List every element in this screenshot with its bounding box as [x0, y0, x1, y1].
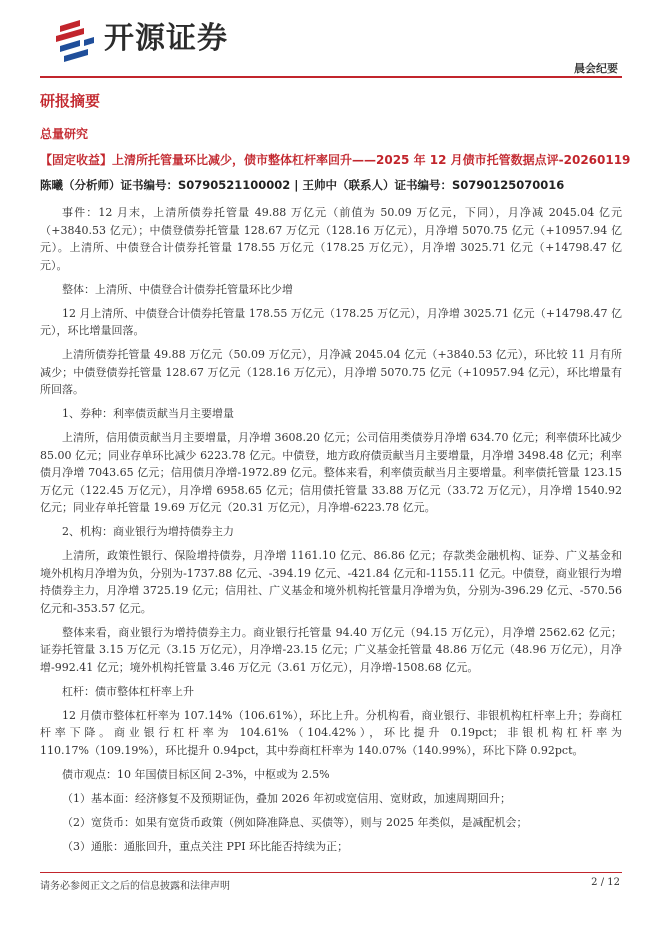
- paragraph-heading-view: 债市观点：10 年国债目标区间 2-3%，中枢或为 2.5%: [62, 767, 330, 781]
- page-number: 2 / 12: [591, 877, 620, 888]
- paragraph: 12 月上清所、中债登合计债券托管量 178.55 万亿元（178.25 万亿元），月净增 3025.71 亿元（+14798.47 亿元），环比增量回落。: [40, 306, 622, 337]
- paragraph: 上清所债券托管量 49.88 万亿元（50.09 万亿元），月净减 2045.04 亿元（+3840.53 亿元），环比较 11 月有所减少；中债登债券托管量 128.67 万亿元（128.16 万亿元），月净增 5070.75 亿元（+10957.94 亿元），环比增量有所回落。: [40, 348, 622, 396]
- paragraph-heading-overall: 整体：上清所、中债登合计债券托管量环比少增: [62, 282, 293, 296]
- report-body: [40, 204, 622, 862]
- paragraph-event: 事件：12 月末，上清所债券托管量 49.88 万亿元（前值为 50.09 万亿元，下同），月净减 2045.04 亿元（+3840.53 亿元）；中债登债券托管量 128.67 万亿元（128.16 万亿元），月净增 5070.75 亿元（+10957.94 亿元）。上清所、中债登合计债券托管量 178.55 万亿元（178.25 万亿元），月净增 3025.71 亿元（+14798.47 亿元）。: [40, 206, 622, 272]
- footer-disclaimer: 请务必参阅正文之后的信息披露和法律声明: [40, 881, 230, 892]
- section-title: 研报摘要: [40, 92, 101, 110]
- paragraph-view-item: （3）通胀：通胀回升，重点关注 PPI 环比能否持续为正；: [62, 839, 349, 853]
- paragraph: 12 月债市整体杠杆率为 107.14%（106.61%），环比上升。分机构看，商业银行、非银机构杠杆率上升；券商杠杆率下降。商业银行杠杆率为 104.61%（104.42%），环比提升 0.19pct；非银机构杠杆率为 110.17%（109.19%），环比提升 0.94pct，其中券商杠杆率为 140.07%（140.99%），环比下降 0.92pct。: [40, 708, 622, 757]
- paragraph-view-item: （1）基本面：经济修复不及预期证伪，叠加 2026 年初或宽信用、宽财政，加速周期回升；: [62, 791, 511, 805]
- brand-name: 开源证券: [104, 21, 228, 56]
- paragraph: 整体来看，商业银行为增持债券主力。商业银行托管量 94.40 万亿元（94.15 万亿元），月净增 2562.62 亿元；证券托管量 3.15 万亿元（3.15 万亿元），月净增-23.15 亿元；广义基金托管量 48.86 万亿元（48.96 万亿元），月净增-992.41 亿元；境外机构托管量 3.46 万亿元（3.61 万亿元），月净增-1508.68 亿元。: [40, 625, 622, 674]
- paragraph: 上清所，政策性银行、保险增持债券，月净增 1161.10 亿元、86.86 亿元；存款类金融机构、证券、广义基金和境外机构月净增为负，分别为-1737.88 亿元、-394.19 亿元、-421.84 亿元和-1155.11 亿元。中债登，商业银行为增持债券主力，月净增 3725.19 亿元；信用社、广义基金和境外机构托管量月净增为负，分别为-396.29 亿元、-570.56 亿元和-353.57 亿元。: [40, 549, 622, 615]
- kaiyuan-logo-icon: [54, 18, 98, 62]
- header-divider: [40, 76, 622, 78]
- footer-divider: [40, 872, 622, 873]
- paragraph-heading-institution: 2、机构：商业银行为增持债券主力: [62, 525, 234, 538]
- paragraph: 上清所，信用债贡献当月主要增量，月净增 3608.20 亿元；公司信用类债券月净增 634.70 亿元；利率债环比减少 85.00 亿元；同业存单环比减少 6223.78 亿元。中债登，地方政府债贡献当月主要增量，月净增 3498.48 亿元；利率债月净增 7043.65 亿元；信用债月净增-1972.89 亿元。整体来看，利率债贡献当月主要增量。利率债托管量 123.15 万亿元（122.45 万亿元），月净增 6958.65 亿元；信用债托管量 33.88 万亿元（33.72 万亿元），月净增 1540.92 亿元；同业存单托管量 19.69 万亿元（20.31 万亿元），月净增-6223.78 亿元。: [40, 431, 622, 514]
- paragraph-heading-leverage: 杠杆：债市整体杠杆率上升: [62, 684, 194, 698]
- report-authors: 陈曦（分析师）证书编号：S0790521100002 | 王帅中（联系人）证书编号：S0790125070016: [40, 178, 565, 192]
- paragraph-heading-bond-type: 1、券种：利率债贡献当月主要增量: [62, 407, 234, 420]
- header-tag: 晨会纪要: [574, 62, 618, 75]
- page-header: [0, 0, 662, 80]
- paragraph-view-item: （2）宽货币：如果有宽货币政策（例如降准降息、买债等），则与 2025 年类似，是减配机会；: [62, 815, 528, 829]
- report-title: 【固定收益】上清所托管量环比减少，债市整体杠杆率回升——2025 年 12 月债市托管数据点评-20260119: [40, 153, 631, 167]
- subsection-title: 总量研究: [40, 127, 89, 141]
